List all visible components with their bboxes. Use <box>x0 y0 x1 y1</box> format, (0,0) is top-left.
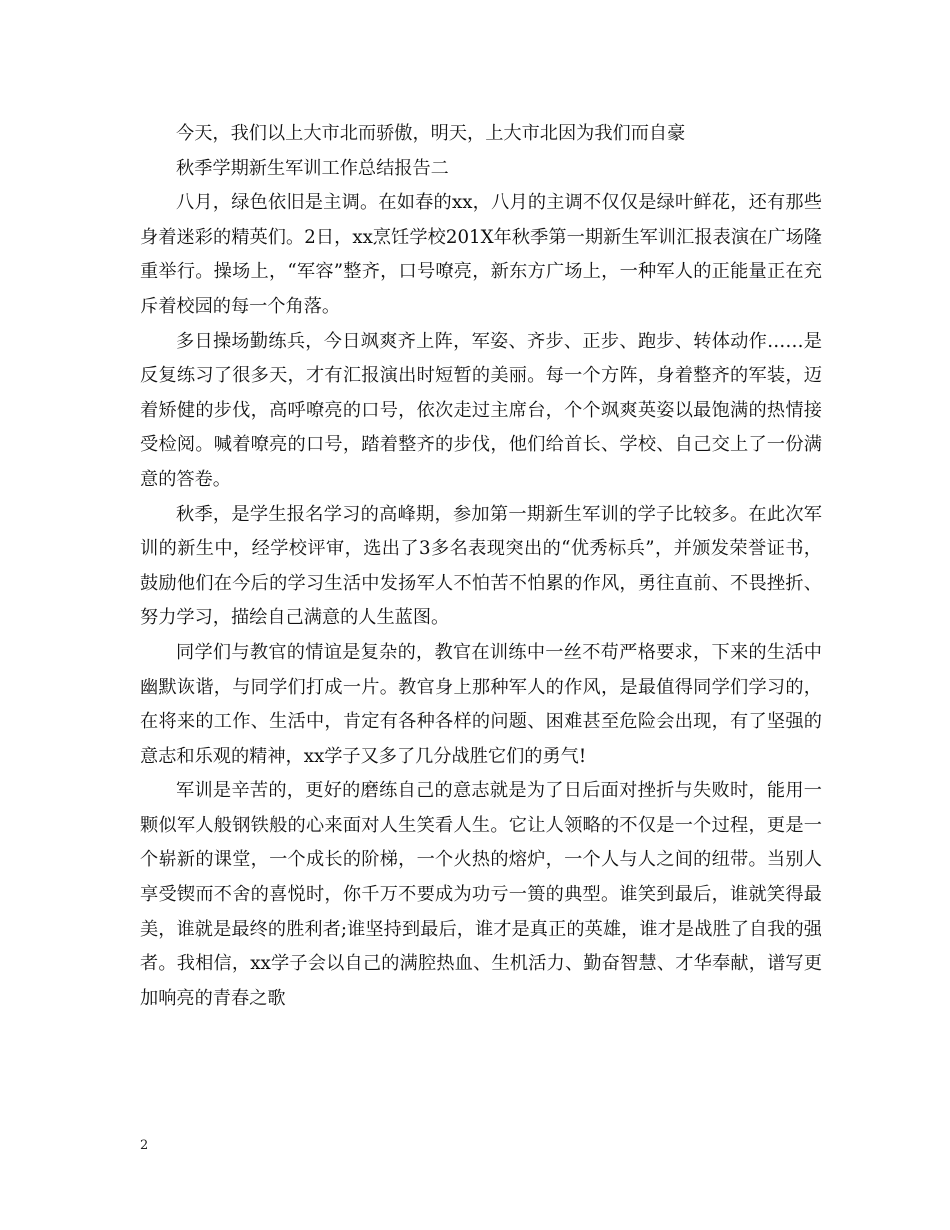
section-heading: 秋季学期新生军训工作总结报告二 <box>176 157 449 179</box>
paragraph-awards: 秋季，是学生报名学习的高峰期，参加第一期新生军训的学子比较多。在此次军训的新生中，经学校评审，选出了3多名表现突出的“优秀标兵”，并颁发荣誉证书，鼓励他们在今后的学习生活中发扬军人不怕苦不怕累的作风，勇往直前、不畏挫折、努力学习，描绘自己满意的人生蓝图。 <box>140 503 822 629</box>
paragraph-conclusion: 军训是辛苦的，更好的磨练自己的意志就是为了日后面对挫折与失败时，能用一颗似军人般钢铁般的心来面对人生笑看人生。它让人领略的不仅是一个过程，更是一个崭新的课堂，一个成长的阶梯，一个火热的熔炉，一个人与人之间的纽带。当别人享受锲而不舍的喜悦时，你千万不要成为功亏一篑的典型。谁笑到最后，谁就笑得最美，谁就是最终的胜利者;谁坚持到最后，谁才是真正的英雄，谁才是战胜了自我的强者。我相信，xx学子会以自己的满腔热血、生机活力、勤奋智慧、才华奉献，谱写更加响亮的青春之歌 <box>140 780 822 1009</box>
document-body <box>140 117 822 1016</box>
paragraph-drill: 多日操场勤练兵，今日飒爽齐上阵，军姿、齐步、正步、跑步、转体动作……是反复练习了很多天，才有汇报演出时短暂的美丽。每一个方阵，身着整齐的军装，迈着矫健的步伐，高呼嘹亮的口号，依次走过主席台，个个飒爽英姿以最饱满的热情接受检阅。喊着嘹亮的口号，踏着整齐的步伐，他们给首长、学校、自己交上了一份满意的答卷。 <box>140 330 822 490</box>
paragraph-instructors: 同学们与教官的情谊是复杂的，教官在训练中一丝不苟严格要求，下来的生活中幽默诙谐，与同学们打成一片。教官身上那种军人的作风，是最值得同学们学习的，在将来的工作、生活中，肯定有各种各样的问题、困难甚至危险会出现，有了坚强的意志和乐观的精神，xx学子又多了几分战胜它们的勇气! <box>140 641 822 767</box>
paragraph-closing-line: 今天，我们以上大市北而骄傲，明天，上大市北因为我们而自豪 <box>176 123 686 144</box>
paragraph-intro: 八月，绿色依旧是主调。在如春的xx，八月的主调不仅仅是绿叶鲜花，还有那些身着迷彩的精英们。2日，xx烹饪学校201X年秋季第一期新生军训汇报表演在广场隆重举行。操场上，“军容”整齐，口号嘹亮，新东方广场上，一种军人的正能量正在充斥着校园的每一个角落。 <box>140 192 822 317</box>
page-number: 2 <box>140 1138 149 1153</box>
